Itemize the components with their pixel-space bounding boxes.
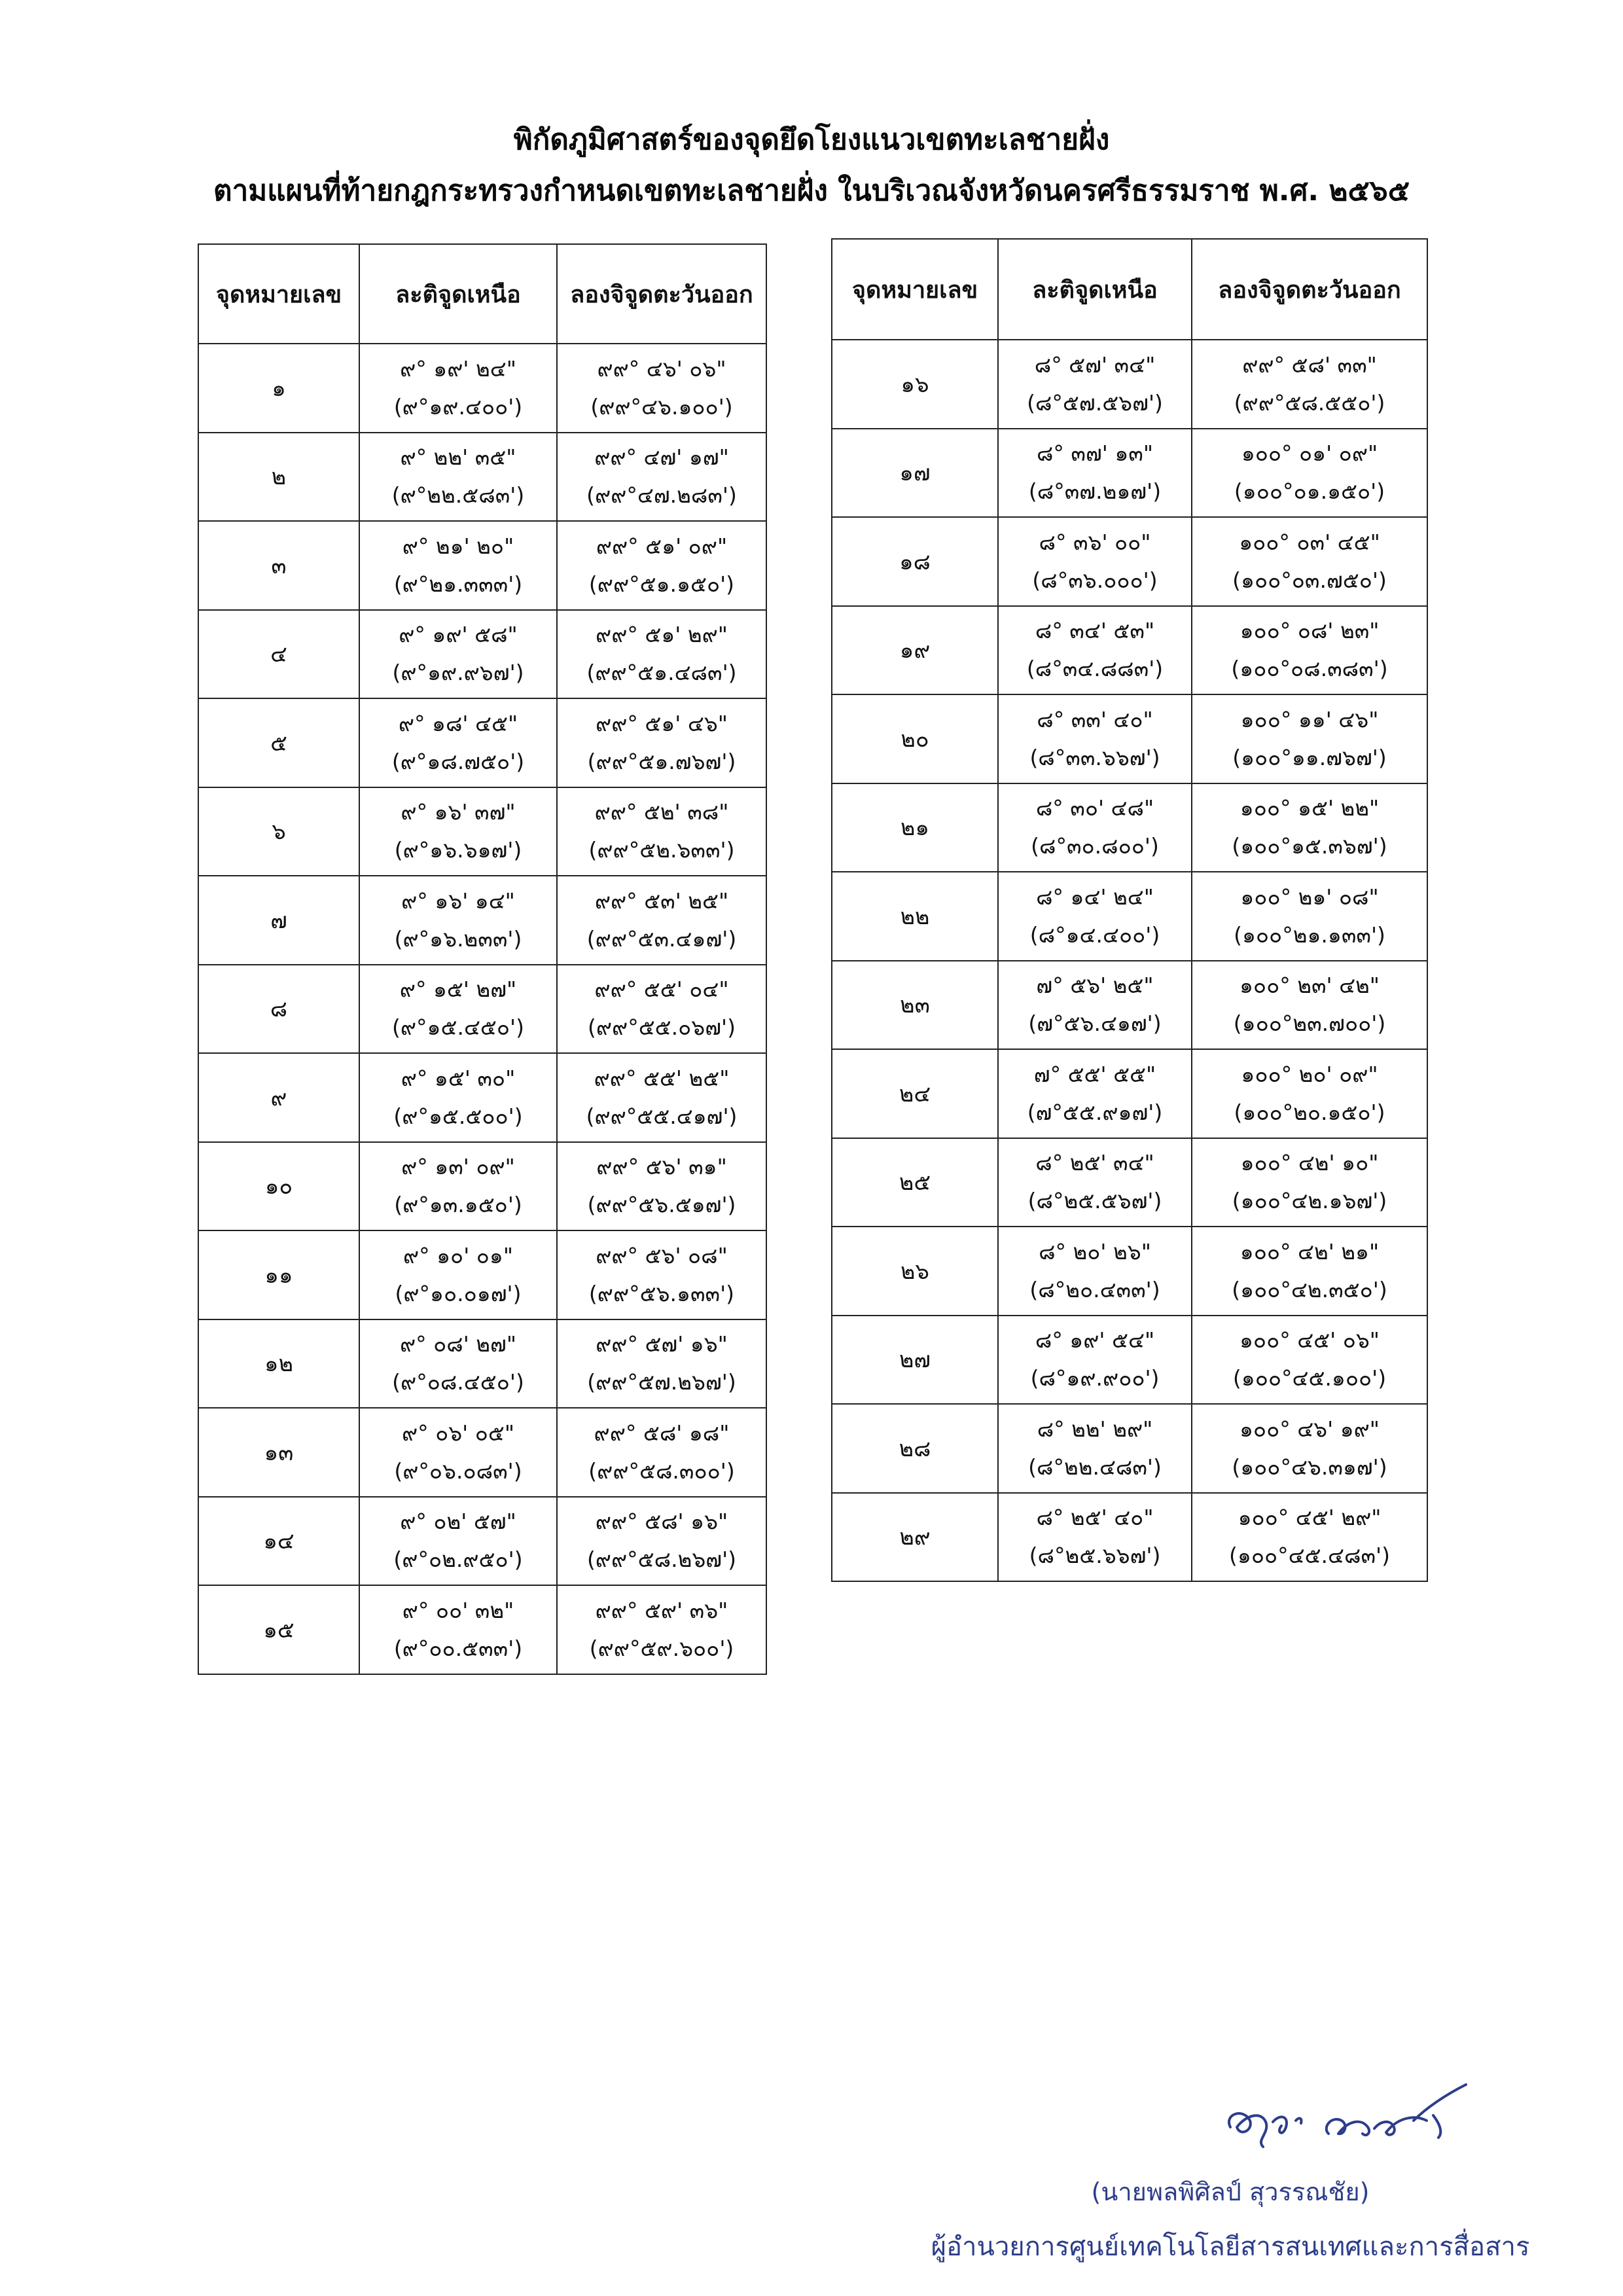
longitude-cell (1192, 340, 1427, 429)
latitude-dms: ๘° ๓๓' ๔๐" (1037, 706, 1153, 732)
longitude-decimal-minutes: (๑๐๐°๔๕.๔๘๓') (1229, 1543, 1390, 1569)
table-header-row (198, 244, 766, 344)
latitude-cell (359, 433, 557, 522)
latitude-dms: ๗° ๕๖' ๒๕" (1036, 973, 1154, 999)
longitude-decimal-minutes: (๙๙°๕๓.๔๑๗') (586, 925, 737, 952)
latitude-dms: ๙° ๑๖' ๓๗" (401, 799, 516, 825)
point-number-cell (832, 340, 998, 429)
table-row (198, 1497, 766, 1586)
table-row (832, 1227, 1427, 1316)
latitude-dms: ๙° ๑๙' ๒๔" (400, 355, 516, 382)
latitude-decimal-minutes: (๗°๕๕.๙๑๗') (1027, 1099, 1163, 1125)
longitude-decimal-minutes: (๙๙°๕๒.๖๓๓') (588, 837, 735, 863)
longitude-decimal-minutes: (๑๐๐°๔๒.๓๕๐') (1232, 1276, 1387, 1302)
page-subtitle: ตามแผนที่ท้ายกฎกระทรวงกำหนดเขตทะเลชายฝั่ง ในบริเวณจังหวัดนครศรีธรรมราช พ.ศ. ๒๕๖๕ (213, 174, 1410, 207)
longitude-decimal-minutes: (๙๙°๕๘.๓๐๐') (588, 1458, 735, 1484)
latitude-decimal-minutes: (๘°๓๔.๘๘๓') (1026, 656, 1164, 682)
longitude-dms: ๙๙° ๕๙' ๓๖" (595, 1597, 728, 1623)
latitude-cell (359, 698, 557, 787)
longitude-decimal-minutes: (๙๙°๕๕.๔๑๗') (586, 1103, 738, 1129)
latitude-dms: ๙° ๒๒' ๓๕" (400, 444, 516, 471)
longitude-dms: ๙๙° ๕๘' ๑๘" (594, 1420, 730, 1446)
latitude-dms: ๙° ๐๘' ๒๗" (399, 1331, 517, 1357)
point-number-cell (198, 610, 359, 699)
longitude-dms: ๙๙° ๔๗' ๑๗" (594, 444, 729, 471)
point-number: ๑๓ (264, 1439, 294, 1466)
point-number: ๑ (272, 375, 286, 402)
latitude-cell (359, 1230, 557, 1319)
longitude-decimal-minutes: (๙๙°๕๑.๗๖๗') (587, 748, 736, 774)
longitude-cell (557, 1408, 766, 1497)
longitude-cell (557, 787, 766, 876)
latitude-cell (998, 872, 1192, 961)
point-number: ๒๗ (899, 1347, 931, 1374)
point-number-cell (832, 1404, 998, 1493)
longitude-dms: ๙๙° ๕๑' ๔๖" (596, 710, 728, 736)
point-number: ๒๕ (899, 1170, 931, 1196)
longitude-dms: ๑๐๐° ๒๓' ๔๒" (1239, 973, 1380, 999)
longitude-dms: ๙๙° ๔๖' ๐๖" (597, 355, 726, 382)
latitude-decimal-minutes: (๙°๑๓.๑๕๐') (394, 1192, 522, 1218)
longitude-decimal-minutes: (๑๐๐°๒๐.๑๕๐') (1234, 1099, 1385, 1125)
point-number: ๒๒ (900, 903, 930, 930)
longitude-cell (557, 1142, 766, 1231)
point-number-cell (198, 1142, 359, 1231)
latitude-dms: ๘° ๒๕' ๔๐" (1036, 1505, 1154, 1531)
latitude-dms: ๗° ๕๕' ๕๕" (1033, 1061, 1156, 1087)
longitude-cell (1192, 694, 1427, 783)
latitude-decimal-minutes: (๙°๒๒.๕๘๓') (391, 482, 525, 509)
longitude-cell (1192, 1227, 1427, 1316)
latitude-cell (998, 783, 1192, 872)
latitude-cell (359, 1142, 557, 1231)
longitude-cell (1192, 1049, 1427, 1138)
coordinates-table-left (198, 243, 767, 1675)
latitude-decimal-minutes: (๙°๐๘.๔๕๐') (392, 1369, 524, 1395)
header-point-number: จุดหมายเลข (198, 244, 359, 344)
point-number: ๒๘ (899, 1435, 931, 1462)
longitude-decimal-minutes: (๑๐๐°๒๓.๗๐๐') (1233, 1011, 1386, 1037)
longitude-decimal-minutes: (๑๐๐°๑๕.๓๖๗') (1232, 833, 1387, 859)
longitude-dms: ๑๐๐° ๔๕' ๐๖" (1239, 1327, 1380, 1354)
point-number: ๖ (272, 819, 286, 846)
latitude-decimal-minutes: (๘°๓๗.๒๑๗') (1028, 478, 1162, 505)
latitude-dms: ๘° ๑๙' ๕๔" (1035, 1327, 1155, 1354)
point-number: ๙ (270, 1085, 287, 1111)
longitude-cell (557, 876, 766, 965)
latitude-cell (998, 1138, 1192, 1227)
point-number-cell (198, 1319, 359, 1408)
point-number: ๑๘ (899, 548, 931, 575)
point-number: ๓ (271, 552, 287, 579)
longitude-dms: ๑๐๐° ๔๖' ๑๙" (1239, 1416, 1380, 1442)
longitude-dms: ๑๐๐° ๔๒' ๒๑" (1240, 1238, 1380, 1265)
longitude-dms: ๙๙° ๕๑' ๐๙" (596, 533, 728, 559)
latitude-cell (359, 1585, 557, 1674)
header-latitude: ละติจูดเหนือ (998, 239, 1192, 340)
latitude-cell (998, 1049, 1192, 1138)
latitude-cell (359, 610, 557, 699)
point-number-cell (198, 344, 359, 433)
longitude-dms: ๑๐๐° ๒๐' ๐๙" (1241, 1061, 1378, 1087)
latitude-cell (998, 1404, 1192, 1493)
point-number: ๒๖ (901, 1258, 929, 1285)
table-row (198, 1053, 766, 1142)
point-number-cell (198, 876, 359, 965)
longitude-decimal-minutes: (๙๙°๕๖.๕๑๗') (587, 1192, 736, 1218)
latitude-cell (359, 521, 557, 610)
longitude-cell (1192, 1493, 1427, 1582)
point-number-cell (832, 961, 998, 1050)
longitude-cell (557, 1053, 766, 1142)
latitude-decimal-minutes: (๘°๓๓.๖๖๗') (1029, 744, 1160, 770)
point-number-cell (198, 521, 359, 610)
longitude-decimal-minutes: (๙๙°๕๙.๖๐๐') (589, 1635, 734, 1661)
point-number: ๑๔ (263, 1528, 294, 1555)
latitude-dms: ๙° ๑๕' ๓๐" (401, 1065, 516, 1091)
latitude-decimal-minutes: (๙°๑๖.๖๑๗') (394, 837, 522, 863)
longitude-dms: ๑๐๐° ๐๑' ๐๙" (1241, 440, 1378, 467)
point-number-cell (832, 429, 998, 518)
latitude-dms: ๘° ๑๔' ๒๔" (1036, 884, 1154, 910)
point-number-cell (198, 787, 359, 876)
point-number: ๒๑ (901, 815, 929, 842)
point-number-cell (832, 1227, 998, 1316)
latitude-decimal-minutes: (๘°๒๕.๕๖๗') (1027, 1188, 1162, 1214)
latitude-dms: ๙° ๑๕' ๒๗" (399, 977, 517, 1003)
table-row (198, 698, 766, 787)
latitude-cell (998, 1493, 1192, 1582)
longitude-cell (1192, 961, 1427, 1050)
header-point-number: จุดหมายเลข (832, 239, 998, 340)
longitude-decimal-minutes: (๙๙°๔๗.๒๘๓') (586, 482, 737, 509)
latitude-dms: ๙° ๐๖' ๐๕" (401, 1420, 515, 1446)
point-number-cell (198, 1053, 359, 1142)
longitude-decimal-minutes: (๑๐๐°๒๑.๑๓๓') (1234, 922, 1385, 948)
point-number-cell (198, 965, 359, 1054)
latitude-cell (359, 876, 557, 965)
point-number-cell (832, 1493, 998, 1582)
latitude-decimal-minutes: (๙°๑๙.๙๖๗') (392, 660, 524, 686)
point-number: ๑๖ (901, 371, 929, 398)
longitude-cell (1192, 517, 1427, 606)
point-number: ๒๙ (899, 1524, 931, 1551)
latitude-dms: ๘° ๒๕' ๓๔" (1035, 1150, 1154, 1176)
point-number-cell (198, 1230, 359, 1319)
latitude-decimal-minutes: (๙°๐๒.๙๕๐') (393, 1547, 523, 1573)
latitude-dms: ๙° ๑๖' ๑๔" (401, 888, 515, 914)
longitude-cell (557, 965, 766, 1054)
latitude-cell (998, 340, 1192, 429)
point-number: ๒๓ (900, 992, 930, 1019)
latitude-decimal-minutes: (๘°๓๐.๘๐๐') (1031, 833, 1159, 859)
handwritten-signature (1217, 2075, 1479, 2166)
latitude-decimal-minutes: (๙°๑๐.๐๑๗') (395, 1280, 522, 1306)
longitude-dms: ๙๙° ๕๕' ๐๔" (594, 977, 729, 1003)
point-number-cell (832, 694, 998, 783)
point-number-cell (198, 1408, 359, 1497)
longitude-cell (1192, 872, 1427, 961)
longitude-decimal-minutes: (๙๙°๕๕.๐๖๗') (587, 1014, 736, 1041)
table-row (832, 694, 1427, 783)
point-number-cell (832, 606, 998, 695)
table-row (198, 1408, 766, 1497)
longitude-dms: ๑๐๐° ๑๑' ๔๖" (1240, 706, 1379, 732)
point-number: ๑๗ (899, 460, 931, 487)
longitude-decimal-minutes: (๙๙°๕๗.๒๖๗') (587, 1369, 736, 1395)
table-row (198, 965, 766, 1054)
latitude-decimal-minutes: (๙°๒๑.๓๓๓') (393, 571, 523, 597)
longitude-dms: ๙๙° ๕๘' ๓๓" (1242, 351, 1377, 378)
latitude-decimal-minutes: (๙°๑๕.๕๐๐') (393, 1103, 523, 1129)
table-row (832, 961, 1427, 1050)
latitude-cell (359, 1497, 557, 1586)
longitude-cell (557, 1230, 766, 1319)
longitude-dms: ๑๐๐° ๐๘' ๒๓" (1240, 618, 1380, 644)
longitude-decimal-minutes: (๙๙°๕๑.๑๕๐') (588, 571, 735, 597)
point-number-cell (832, 1049, 998, 1138)
latitude-decimal-minutes: (๙°๑๖.๒๓๓') (394, 925, 522, 952)
latitude-dms: ๘° ๓๔' ๕๓" (1035, 618, 1155, 644)
longitude-decimal-minutes: (๙๙°๔๖.๑๐๐') (590, 393, 733, 420)
longitude-decimal-minutes: (๑๐๐°๔๒.๑๖๗') (1232, 1188, 1387, 1214)
table-row (832, 517, 1427, 606)
latitude-decimal-minutes: (๙°๐๐.๕๓๓') (393, 1635, 523, 1661)
point-number: ๑๑ (264, 1262, 293, 1289)
table-row (832, 783, 1427, 872)
longitude-dms: ๙๙° ๕๕' ๒๕" (594, 1065, 730, 1091)
longitude-cell (1192, 429, 1427, 518)
table-row (832, 872, 1427, 961)
header-longitude: ลองจิจูดตะวันออก (557, 244, 766, 344)
latitude-decimal-minutes: (๙°๑๘.๗๕๐') (391, 748, 525, 774)
longitude-cell (557, 610, 766, 699)
latitude-decimal-minutes: (๙°๐๖.๐๘๓') (394, 1458, 522, 1484)
longitude-decimal-minutes: (๑๐๐°๐๑.๑๕๐') (1234, 478, 1385, 505)
latitude-decimal-minutes: (๗°๕๖.๔๑๗') (1028, 1011, 1162, 1037)
longitude-cell (557, 1319, 766, 1408)
point-number-cell (198, 433, 359, 522)
latitude-cell (998, 961, 1192, 1050)
longitude-decimal-minutes: (๑๐๐°๐๘.๓๘๓') (1231, 656, 1388, 682)
longitude-cell (1192, 606, 1427, 695)
point-number: ๒๔ (899, 1081, 931, 1107)
longitude-decimal-minutes: (๙๙°๕๖.๑๓๓') (588, 1280, 735, 1306)
latitude-cell (359, 787, 557, 876)
longitude-cell (1192, 783, 1427, 872)
coordinates-table-right (831, 238, 1428, 1582)
longitude-dms: ๑๐๐° ๔๕' ๒๙" (1238, 1505, 1382, 1531)
latitude-dms: ๘° ๓๐' ๔๘" (1035, 795, 1154, 821)
longitude-dms: ๑๐๐° ๐๓' ๔๕" (1239, 529, 1380, 555)
point-number-cell (198, 698, 359, 787)
latitude-dms: ๙° ๑๓' ๐๙" (401, 1154, 515, 1180)
point-number: ๔ (270, 641, 287, 668)
longitude-cell (557, 521, 766, 610)
latitude-cell (998, 517, 1192, 606)
latitude-decimal-minutes: (๙°๑๙.๔๐๐') (393, 393, 523, 420)
longitude-cell (557, 1585, 766, 1674)
longitude-decimal-minutes: (๙๙°๕๘.๒๖๗') (586, 1547, 737, 1573)
latitude-cell (998, 429, 1192, 518)
longitude-dms: ๙๙° ๕๓' ๒๕" (594, 888, 729, 914)
latitude-cell (359, 1408, 557, 1497)
page-title: พิกัดภูมิศาสตร์ของจุดยึดโยงแนวเขตทะเลชายฝั่ง (513, 123, 1110, 156)
point-number: ๗ (270, 907, 287, 934)
latitude-dms: ๙° ๒๑' ๒๐" (402, 533, 514, 559)
latitude-decimal-minutes: (๘°๒๒.๔๘๓') (1028, 1454, 1162, 1480)
longitude-decimal-minutes: (๙๙°๕๑.๔๘๓') (586, 660, 737, 686)
latitude-decimal-minutes: (๘°๒๐.๔๓๓') (1029, 1276, 1160, 1302)
latitude-dms: ๙° ๐๐' ๓๒" (402, 1597, 514, 1623)
longitude-dms: ๙๙° ๕๖' ๐๘" (596, 1242, 728, 1268)
latitude-cell (359, 1319, 557, 1408)
latitude-dms: ๘° ๒๐' ๒๖" (1039, 1238, 1151, 1265)
table-row (198, 876, 766, 965)
longitude-dms: ๑๐๐° ๑๕' ๒๒" (1240, 795, 1380, 821)
longitude-dms: ๙๙° ๕๗' ๑๖" (596, 1331, 728, 1357)
table-row (832, 606, 1427, 695)
point-number: ๕ (270, 730, 287, 757)
latitude-decimal-minutes: (๘°๒๕.๖๖๗') (1029, 1543, 1161, 1569)
latitude-decimal-minutes: (๙°๑๕.๔๕๐') (392, 1014, 524, 1041)
latitude-dms: ๙° ๑๐' ๐๑" (402, 1242, 514, 1268)
table-row (832, 1493, 1427, 1582)
longitude-cell (557, 698, 766, 787)
longitude-dms: ๙๙° ๕๑' ๒๙" (596, 622, 728, 648)
table-row (832, 429, 1427, 518)
latitude-dms: ๘° ๕๗' ๓๔" (1034, 351, 1156, 378)
signatory-name: (นายพลพิศิลป์ สุวรรณชัย) (1091, 2178, 1370, 2206)
longitude-cell (557, 344, 766, 433)
table-row (198, 787, 766, 876)
latitude-dms: ๘° ๓๗' ๑๓" (1036, 440, 1154, 467)
latitude-cell (359, 965, 557, 1054)
longitude-decimal-minutes: (๑๐๐°๔๕.๑๐๐') (1232, 1365, 1387, 1391)
point-number-cell (832, 872, 998, 961)
table-row (198, 1230, 766, 1319)
table-row (198, 1142, 766, 1231)
latitude-cell (998, 606, 1192, 695)
longitude-cell (557, 1497, 766, 1586)
table-row (198, 1319, 766, 1408)
longitude-decimal-minutes: (๑๐๐°๔๖.๓๑๗') (1232, 1454, 1387, 1480)
point-number-cell (832, 517, 998, 606)
table-row (832, 1316, 1427, 1405)
latitude-dms: ๘° ๓๖' ๐๐" (1039, 529, 1151, 555)
longitude-dms: ๙๙° ๕๖' ๓๑" (596, 1154, 727, 1180)
point-number-cell (198, 1497, 359, 1586)
point-number: ๑๐ (264, 1174, 293, 1200)
latitude-cell (998, 694, 1192, 783)
table-row (198, 344, 766, 433)
longitude-dms: ๙๙° ๕๒' ๓๘" (594, 799, 729, 825)
point-number-cell (832, 1316, 998, 1405)
longitude-decimal-minutes: (๙๙°๕๘.๕๕๐') (1234, 389, 1385, 416)
table-row (198, 1585, 766, 1674)
longitude-cell (557, 433, 766, 522)
longitude-cell (1192, 1316, 1427, 1405)
point-number: ๘ (270, 996, 288, 1023)
longitude-dms: ๙๙° ๕๘' ๑๖" (595, 1509, 728, 1535)
point-number: ๑๕ (263, 1617, 294, 1643)
longitude-dms: ๑๐๐° ๔๒' ๑๐" (1240, 1150, 1379, 1176)
header-longitude: ลองจิจูดตะวันออก (1192, 239, 1427, 340)
point-number: ๑๙ (899, 637, 931, 664)
point-number: ๒๐ (901, 726, 929, 753)
table-header-row (832, 239, 1427, 340)
latitude-decimal-minutes: (๘°๑๔.๔๐๐') (1029, 922, 1160, 948)
point-number: ๒ (271, 464, 287, 491)
latitude-cell (998, 1316, 1192, 1405)
latitude-decimal-minutes: (๘°๕๗.๕๖๗') (1027, 389, 1163, 416)
longitude-cell (1192, 1404, 1427, 1493)
latitude-dms: ๙° ๑๘' ๔๕" (398, 710, 518, 736)
table-row (832, 1404, 1427, 1493)
longitude-dms: ๑๐๐° ๒๑' ๐๘" (1240, 884, 1379, 910)
point-number-cell (198, 1585, 359, 1674)
signature-drawing (1217, 2075, 1479, 2166)
table-row (832, 1138, 1427, 1227)
point-number-cell (832, 1138, 998, 1227)
latitude-cell (359, 1053, 557, 1142)
latitude-decimal-minutes: (๘°๑๙.๙๐๐') (1030, 1365, 1160, 1391)
longitude-decimal-minutes: (๑๐๐°๑๑.๗๖๗') (1232, 744, 1387, 770)
latitude-dms: ๙° ๐๒' ๕๗" (400, 1509, 516, 1535)
longitude-decimal-minutes: (๑๐๐°๐๓.๗๕๐') (1232, 567, 1387, 593)
point-number: ๑๒ (264, 1351, 293, 1378)
longitude-cell (1192, 1138, 1427, 1227)
latitude-dms: ๙° ๑๙' ๕๘" (399, 622, 518, 648)
table-row (832, 340, 1427, 429)
table-row (198, 610, 766, 699)
point-number-cell (832, 783, 998, 872)
table-row (832, 1049, 1427, 1138)
table-row (198, 521, 766, 610)
signatory-position: ผู้อำนวยการศูนย์เทคโนโลยีสารสนเทศและการสื่อสาร (931, 2232, 1530, 2262)
latitude-dms: ๘° ๒๒' ๒๙" (1037, 1416, 1153, 1442)
latitude-cell (359, 344, 557, 433)
latitude-cell (998, 1227, 1192, 1316)
latitude-decimal-minutes: (๘°๓๖.๐๐๐') (1032, 567, 1158, 593)
table-row (198, 433, 766, 522)
header-latitude: ละติจูดเหนือ (359, 244, 557, 344)
